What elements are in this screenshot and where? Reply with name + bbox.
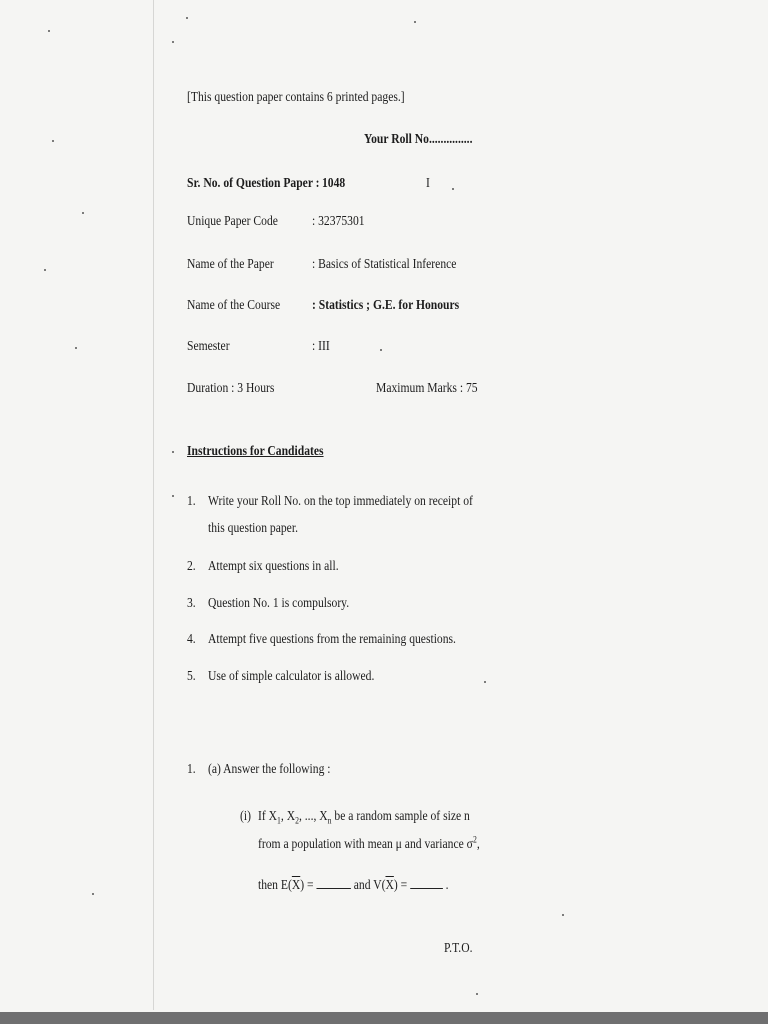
pages-note: [This question paper contains 6 printed pages.] xyxy=(187,89,405,104)
scanner-edge xyxy=(0,1012,768,1024)
instruction-2-text: Attempt six questions in all. xyxy=(208,558,339,573)
duration: Duration : 3 Hours xyxy=(187,380,275,395)
question-1-number: 1. xyxy=(187,761,196,776)
unique-code-value: : 32375301 xyxy=(312,213,365,228)
question-1a-prompt: (a) Answer the following : xyxy=(208,761,331,776)
scan-speck xyxy=(380,349,382,351)
scan-speck xyxy=(414,21,416,23)
scan-speck xyxy=(75,347,77,349)
binding-line xyxy=(153,0,154,1010)
scan-speck xyxy=(52,140,54,142)
scan-speck xyxy=(48,30,50,32)
scan-speck xyxy=(82,212,84,214)
instruction-4-text: Attempt five questions from the remaining questions. xyxy=(208,631,456,646)
instruction-4-number: 4. xyxy=(187,631,196,646)
maximum-marks: Maximum Marks : 75 xyxy=(376,380,478,395)
semester-label: Semester xyxy=(187,338,230,353)
paper-name-value: : Basics of Statistical Inference xyxy=(312,256,457,271)
scan-speck xyxy=(172,41,174,43)
scan-speck xyxy=(172,451,174,453)
instruction-5-text: Use of simple calculator is allowed. xyxy=(208,668,375,683)
answer-blank-expectation xyxy=(316,878,350,889)
question-1a-i-prefix: If X xyxy=(258,808,278,823)
instruction-3-number: 3. xyxy=(187,595,196,610)
expectation-text: then E( xyxy=(258,877,292,892)
question-1a-i-line1: If $X_1$, $X_2$, ..., $X_n$ be a random sample of size n xyxy=(258,808,470,826)
sr-no-mark: I xyxy=(426,175,430,190)
instruction-1-number: 1. xyxy=(187,493,196,508)
scan-speck xyxy=(452,188,454,190)
instruction-1-text: Write your Roll No. on the top immediately on receipt of xyxy=(208,493,473,508)
question-1a-i-line2: from a population with mean μ and variance $\sigma^2$, xyxy=(258,834,480,851)
roll-number-field: Your Roll No............... xyxy=(364,131,473,146)
question-1a-i-number: (i) xyxy=(240,808,251,823)
paper-name-label: Name of the Paper xyxy=(187,256,274,271)
scan-speck xyxy=(562,914,564,916)
instruction-2-number: 2. xyxy=(187,558,196,573)
equals-text-2: ) = xyxy=(393,877,411,892)
scan-speck xyxy=(484,681,486,683)
sr-no-label: Sr. No. of Question Paper : xyxy=(187,175,320,190)
question-1a-i-population: from a population with mean μ and variance σ xyxy=(258,836,473,851)
instruction-5-number: 5. xyxy=(187,668,196,683)
instructions-heading: Instructions for Candidates xyxy=(187,443,324,458)
instruction-1-text-cont: this question paper. xyxy=(208,520,298,535)
semester-value: : III xyxy=(312,338,330,353)
course-value: : Statistics ; G.E. for Honours xyxy=(312,297,460,312)
xbar-symbol: $\overline{X}$ xyxy=(291,877,301,892)
pto-note: P.T.O. xyxy=(444,940,473,955)
scan-speck xyxy=(186,17,188,19)
xbar-symbol-2: $\overline{X}$ xyxy=(385,877,394,892)
scan-speck xyxy=(476,993,478,995)
scan-speck xyxy=(172,495,174,497)
unique-code-label: Unique Paper Code xyxy=(187,213,278,228)
scan-speck xyxy=(44,269,46,271)
question-1a-i-suffix: be a random sample of size n xyxy=(334,808,470,823)
scan-speck xyxy=(92,893,94,895)
course-label: Name of the Course xyxy=(187,297,281,312)
question-1a-i-line3: then $E(\overline{X})$ = and $V(\overline{X})$ = . xyxy=(258,877,449,892)
sr-no-value: 1048 xyxy=(322,175,346,190)
equals-text: ) = xyxy=(300,877,317,892)
variance-text: and V( xyxy=(353,877,386,892)
answer-blank-variance xyxy=(410,878,443,889)
instruction-3-text: Question No. 1 is compulsory. xyxy=(208,595,350,610)
